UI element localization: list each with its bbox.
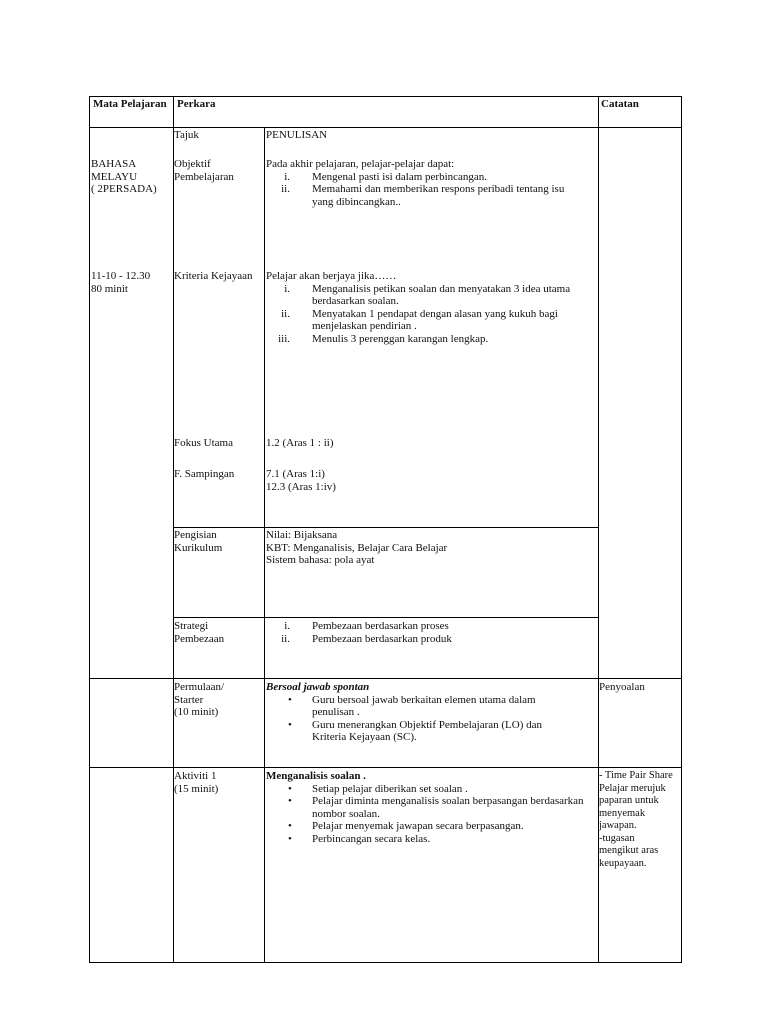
- header-mata-pelajaran: Mata Pelajaran: [93, 98, 167, 110]
- label-strategi: Strategi Pembezaan: [174, 620, 225, 645]
- row-divider-permulaan: [89, 678, 682, 679]
- list-item: ii. Pembezaan berdasarkan produk: [281, 632, 452, 645]
- list-item: • Pelajar menyemak jawapan secara berpasangan.: [288, 820, 524, 832]
- aktiviti-notes: - Time Pair Share Pelajar merujuk paparan untuk menyemak jawapan. -tugasan mengikut aras keupayaan.: [599, 770, 673, 869]
- subject-name: BAHASA MELAYU ( 2PERSADA): [91, 158, 157, 195]
- list-item: • Perbincangan secara kelas.: [288, 832, 431, 845]
- column-divider-2: [264, 127, 265, 963]
- label-objektif: Objektif Pembelajaran: [174, 158, 234, 183]
- list-item: iii. Menulis 3 perenggan karangan lengkap.: [278, 332, 489, 345]
- row-divider-pengisian: [173, 527, 599, 528]
- label-kriteria: Kriteria Kejayaan: [174, 270, 253, 282]
- label-sampingan: F. Sampingan: [174, 468, 235, 480]
- header-catatan: Catatan: [601, 98, 639, 110]
- label-permulaan: Permulaan/ Starter (10 minit): [174, 681, 225, 718]
- aktiviti-heading: Menganalisis soalan .: [266, 770, 366, 782]
- list-item: i. Pembezaan berdasarkan proses: [284, 620, 449, 632]
- list-item: • Guru bersoal jawab berkaitan elemen utama dalam penulisan .: [288, 693, 536, 718]
- value-sampingan: 7.1 (Aras 1:i) 12.3 (Aras 1:iv): [266, 468, 336, 493]
- header-divider: [89, 127, 682, 128]
- lesson-time: 11-10 - 12.30 80 minit: [91, 270, 151, 295]
- header-perkara: Perkara: [177, 98, 216, 110]
- aktiviti-content: [266, 770, 584, 845]
- pengisian-content: Nilai: Bijaksana KBT: Menganalisis, Belajar Cara Belajar Sistem bahasa: pola ayat: [266, 529, 448, 566]
- label-fokus: Fokus Utama: [174, 437, 233, 449]
- kriteria-content: Pelajar akan berjaya jika…… i. Menganalisis petikan soalan dan menyatakan 3 idea utama berdasarkan soalan. ii. Menyatakan 1 pendapat dengan alasan yang kukuh bagi menjelaskan pendirian . iii. Menulis 3 perenggan karangan lengkap.: [266, 270, 571, 345]
- list-item: ii. Menyatakan 1 pendapat dengan alasan yang kukuh bagi menjelaskan pendirian .: [281, 307, 558, 332]
- table-border-right: [681, 96, 682, 963]
- label-pengisian: Pengisian Kurikulum: [174, 529, 223, 554]
- permulaan-content: [266, 681, 542, 744]
- list-item: • Setiap pelajar diberikan set soalan .: [288, 782, 468, 795]
- list-item: • Guru menerangkan Objektif Pembelajaran (LO) dan Kriteria Kejayaan (SC).: [288, 718, 542, 743]
- row-divider-aktiviti: [89, 767, 682, 768]
- list-item: • Pelajar diminta menganalisis soalan berpasangan berdasarkan nombor soalan.: [288, 795, 584, 820]
- list-item: i. Mengenal pasti isi dalam perbincangan.: [284, 170, 488, 183]
- list-item: ii. Memahami dan memberikan respons peribadi tentang isu yang dibincangkan..: [281, 183, 565, 208]
- note-penyoalan: Penyoalan: [599, 681, 645, 693]
- objektif-content: Pada akhir pelajaran, pelajar-pelajar dapat: i. Mengenal pasti isi dalam perbincangan. ii. Memahami dan memberikan respons peribadi tentang isu yang dibincangkan..: [266, 158, 565, 208]
- label-aktiviti: Aktiviti 1 (15 minit): [174, 770, 219, 795]
- row-divider-strategi: [173, 617, 599, 618]
- label-tajuk: Tajuk: [174, 129, 199, 141]
- table-border-bottom: [89, 962, 682, 963]
- table-border-left: [89, 96, 90, 963]
- list-item: i. Menganalisis petikan soalan dan menyatakan 3 idea utama berdasarkan soalan.: [284, 282, 571, 307]
- permulaan-heading: Bersoal jawab spontan: [266, 681, 370, 693]
- table-border-top: [89, 96, 682, 97]
- value-fokus: 1.2 (Aras 1 : ii): [266, 437, 334, 449]
- strategi-content: [266, 620, 452, 645]
- value-tajuk: PENULISAN: [266, 129, 328, 141]
